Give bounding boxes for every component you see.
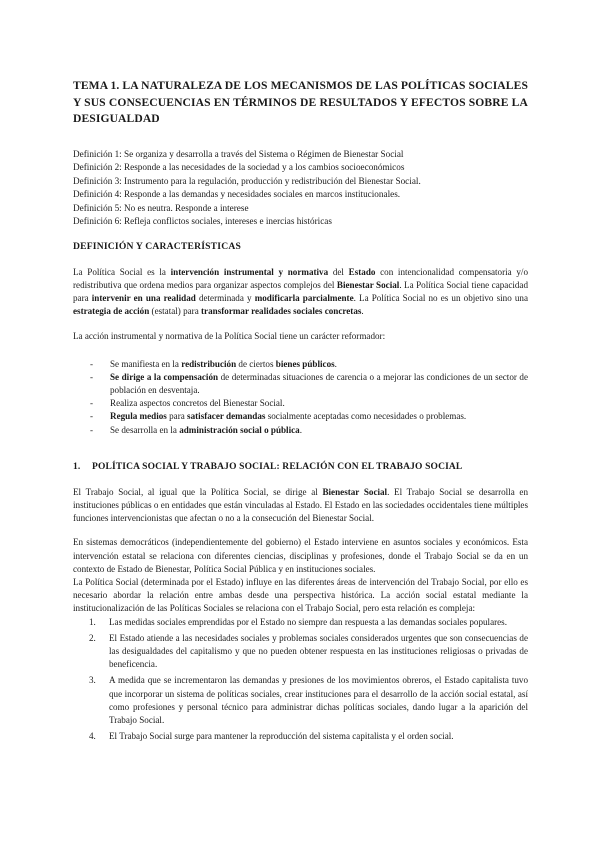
text-run: del <box>328 266 349 277</box>
reformer-paragraph: La acción instrumental y normativa de la Política Social tiene un carácter reformador: <box>73 331 386 342</box>
list-item <box>73 674 528 727</box>
list-item <box>73 397 528 410</box>
dash-marker: - <box>90 424 94 435</box>
bold-run: Bienestar Social <box>336 279 400 290</box>
list-item <box>73 424 528 437</box>
list-item <box>73 410 528 423</box>
heading-text: POLÍTICA SOCIAL Y TRABAJO SOCIAL <box>92 461 277 472</box>
definition-3: Definición 3: Instrumento para la regulación, producción y redistribución del Bienestar Social. <box>73 175 421 186</box>
section-number: 1. <box>73 461 81 472</box>
text-run: . <box>334 358 337 369</box>
bold-run: estrategia de acción <box>73 306 150 317</box>
bold-run: intervenir en una realidad <box>91 292 196 303</box>
heading-text: : RELACIÓN CON EL TRABAJO SOCIAL <box>276 461 463 472</box>
list-text: Las medidas sociales emprendidas por el Estado no siempre dan respuesta a las demandas sociales populares. <box>109 616 507 627</box>
definition-5: Definición 5: No es neutra. Responde a interese <box>73 202 249 213</box>
definition-4: Definición 4: Responde a las demandas y necesidades sociales en marcos institucionales. <box>73 189 401 199</box>
list-text: A medida que se incrementaron las demandas y presiones de los movimientos obreros, el Estado capitalista tuvo que incorporar un sistema de políticas sociales, crear instituciones para el desarrollo de la acción social estatal, así como profesiones y personal técnico para administrar dichas políticas sociales, dando lugar a la aparición del Trabajo Social. <box>109 675 528 725</box>
bold-run: modificarla parcialmente <box>254 292 354 303</box>
bold-run: administración social o pública <box>179 424 300 435</box>
section-heading-1 <box>73 462 528 472</box>
trabajo-social-paragraph-3: La Política Social (determinada por el Estado) influye en las diferentes áreas de intervención del Trabajo Social, por ello es necesario abordar la relación entre ambas desde una perspectiva histórica. La acción social estatal mediante la institucionalización de las Políticas Sociales se relaciona con el Trabajo Social, pero esta relación es compleja: <box>73 576 528 614</box>
characteristics-list <box>73 358 528 437</box>
text-run: Se desarrolla en la <box>110 424 180 435</box>
trabajo-social-paragraph-2: En sistemas democráticos (independientemente del gobierno) el Estado interviene en asuntos sociales y económicos. Esta intervención estatal se relaciona con diferentes ciencias, disciplinas y profesiones, donde el Trabajo Social se da en un contexto de Estado de Bienestar, Política Social Pública y en instituciones sociales. <box>73 537 528 574</box>
list-item <box>73 632 528 672</box>
dash-marker: - <box>90 371 94 382</box>
text-run: con intencionalidad compensatoria y/o redistributiva que ordena medios para organizar aspectos complejos del <box>73 266 528 290</box>
text-run: La Política Social es la <box>73 266 171 277</box>
text-run: . <box>299 424 302 435</box>
relationship-list <box>73 616 528 744</box>
list-item <box>73 616 528 629</box>
definition-paragraph <box>73 266 528 319</box>
text-run: de ciertos <box>236 358 276 369</box>
dash-marker: - <box>90 398 94 409</box>
text-run: determinada y <box>195 292 255 303</box>
definition-6: Definición 6: Refleja conflictos sociales, intereses e inercias históricas <box>73 216 332 226</box>
text-run: Realiza aspectos concretos del Bienestar Social. <box>110 398 285 409</box>
list-text: El Estado atiende a las necesidades sociales y problemas sociales considerados urgentes que son consecuencias de las desigualdades del capitalismo y que no pueden obtener respuesta en las instituciones religiosas o privadas de beneficencia. <box>109 632 528 670</box>
bold-run: satisfacer demandas <box>187 411 266 422</box>
text-run: . El Trabajo Social se desarrolla en instituciones públicas o en entidades que están vinculadas al Estado. El Estado en las sociedades occidentales tiene múltiples funciones intervencionistas que afectan o no a la consecución del Bienestar Social. <box>73 486 528 524</box>
document-title: TEMA 1. LA NATURALEZA DE LOS MECANISMOS DE LAS POLÍTICAS SOCIALES Y SUS CONSECUENCIAS EN TÉRMINOS DE RESULTADOS Y EFECTOS SOBRE LA DESIGUALDAD <box>73 79 528 125</box>
bold-run: Bienestar Social <box>322 486 388 497</box>
list-number: 3. <box>89 675 96 686</box>
list-number: 4. <box>89 731 96 742</box>
definitions-list <box>73 148 528 229</box>
list-item <box>73 730 528 743</box>
bold-run: Estado <box>348 266 376 277</box>
text-run: Se manifiesta en la <box>110 358 182 369</box>
text-run: . La Política Social tiene capacidad para <box>73 279 529 303</box>
list-number: 2. <box>89 632 96 643</box>
text-run: de determinadas situaciones de carencia o a mejorar las condiciones de un sector de población en desventaja. <box>110 371 528 395</box>
section-heading-definition: DEFINICIÓN Y CARACTERÍSTICAS <box>73 240 242 252</box>
dash-marker: - <box>90 411 94 422</box>
bold-run: bienes públicos <box>275 358 335 369</box>
definition-2: Definición 2: Responde a las necesidades de la sociedad y a los cambios socioeconómicos <box>73 162 405 172</box>
document-page <box>73 78 528 746</box>
bold-run: redistribución <box>181 358 237 369</box>
list-item <box>73 371 528 397</box>
dash-marker: - <box>90 358 94 369</box>
list-text: El Trabajo Social surge para mantener la reproducción del sistema capitalista y el orden social. <box>109 731 454 742</box>
text-run: . <box>361 306 364 317</box>
bold-run: transformar realidades sociales concretas <box>201 306 362 317</box>
text-run: socialmente aceptadas como necesidades o problemas. <box>265 411 467 422</box>
bold-run: Regula medios <box>110 411 167 422</box>
definition-1: Definición 1: Se organiza y desarrolla a través del Sistema o Régimen de Bienestar Social <box>73 148 404 159</box>
bold-run: Se dirige a la compensación <box>110 371 219 382</box>
text-run: El Trabajo Social, al igual que la Política Social, se dirige al <box>73 486 323 497</box>
trabajo-social-paragraph-1 <box>73 486 528 526</box>
bold-run: intervención instrumental y normativa <box>170 266 329 277</box>
text-run: para <box>166 411 188 422</box>
text-run: (estatal) para <box>149 306 202 317</box>
list-number: 1. <box>89 616 96 627</box>
text-run: . La Política Social no es un objetivo sino una <box>353 292 528 303</box>
list-item <box>73 358 528 371</box>
